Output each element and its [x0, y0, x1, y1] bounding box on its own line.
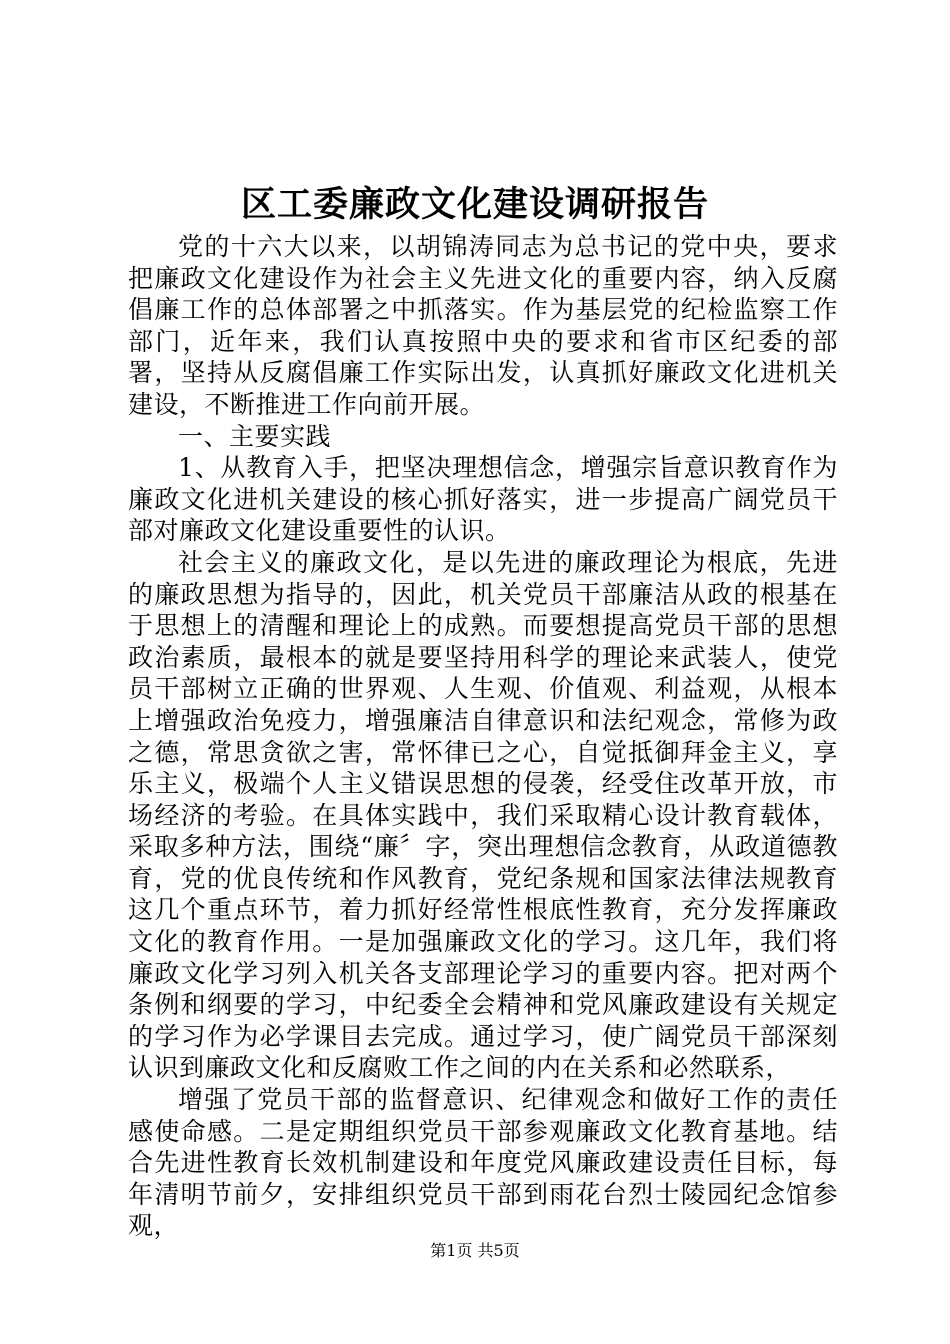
- section-heading: 一、主要实践: [178, 421, 332, 451]
- subsection-heading: 1、从教育入手，把坚决理想信念，增强宗旨意识教育作为廉政文化进机关建设的核心抓好落实，进一步提高广阔党员干部对廉政文化建设重要性的认识。: [128, 453, 838, 546]
- document-title: 区工委廉政文化建设调研报告: [240, 184, 709, 225]
- document-body: [128, 231, 838, 1242]
- body-paragraph: 社会主义的廉政文化，是以先进的廉政理论为根底，先进的廉政思想为指导的，因此，机关党员干部廉洁从政的根基在于思想上的清醒和理论上的成熟。而要想提高党员干部的思想政治素质，最根本的就是要坚持用科学的理论来武装人，使党员干部树立正确的世界观、人生观、价值观、利益观，从根本上增强政治免疫力，增强廉洁自律意识和法纪观念，常修为政之德，常思贪欲之害，常怀律已之心，自觉抵御拜金主义，享乐主义，极端个人主义错误思想的侵袭，经受住改革开放，市场经济的考验。在具体实践中，我们采取精心设计教育载体，采取多种方法，围绕“廉〞字，突出理想信念教育，从政道德教育，党的优良传统和作风教育，党纪条规和国家法律法规教育这几个重点环节，着力抓好经常性根底性教育，充分发挥廉政文化的教育作用。一是加强廉政文化的学习。这几年，我们将廉政文化学习列入机关各支部理论学习的重要内容。把对两个条例和纲要的学习，中纪委全会精神和党风廉政建设有关规定的学习作为必学课目去完成。通过学习，使广阔党员干部深刻认识到廉政文化和反腐败工作之间的内在关系和必然联系，: [128, 547, 838, 1083]
- intro-paragraph: 党的十六大以来，以胡锦涛同志为总书记的党中央，要求把廉政文化建设作为社会主义先进文化的重要内容，纳入反腐倡廉工作的总体部署之中抓落实。作为基层党的纪检监察工作部门，近年来，我们认真按照中央的要求和省市区纪委的部署，坚持从反腐倡廉工作实际出发，认真抓好廉政文化进机关建设，不断推进工作向前开展。: [128, 232, 838, 419]
- page-footer: 第1页 共5页: [430, 1241, 520, 1260]
- body-paragraph: 增强了党员干部的监督意识、纪律观念和做好工作的责任感使命感。二是定期组织党员干部参观廉政文化教育基地。结合先进性教育长效机制建设和年度党风廉政建设责任目标，每年清明节前夕，安排组织党员干部到雨花台烈士陵园纪念馆参观，: [128, 1085, 838, 1241]
